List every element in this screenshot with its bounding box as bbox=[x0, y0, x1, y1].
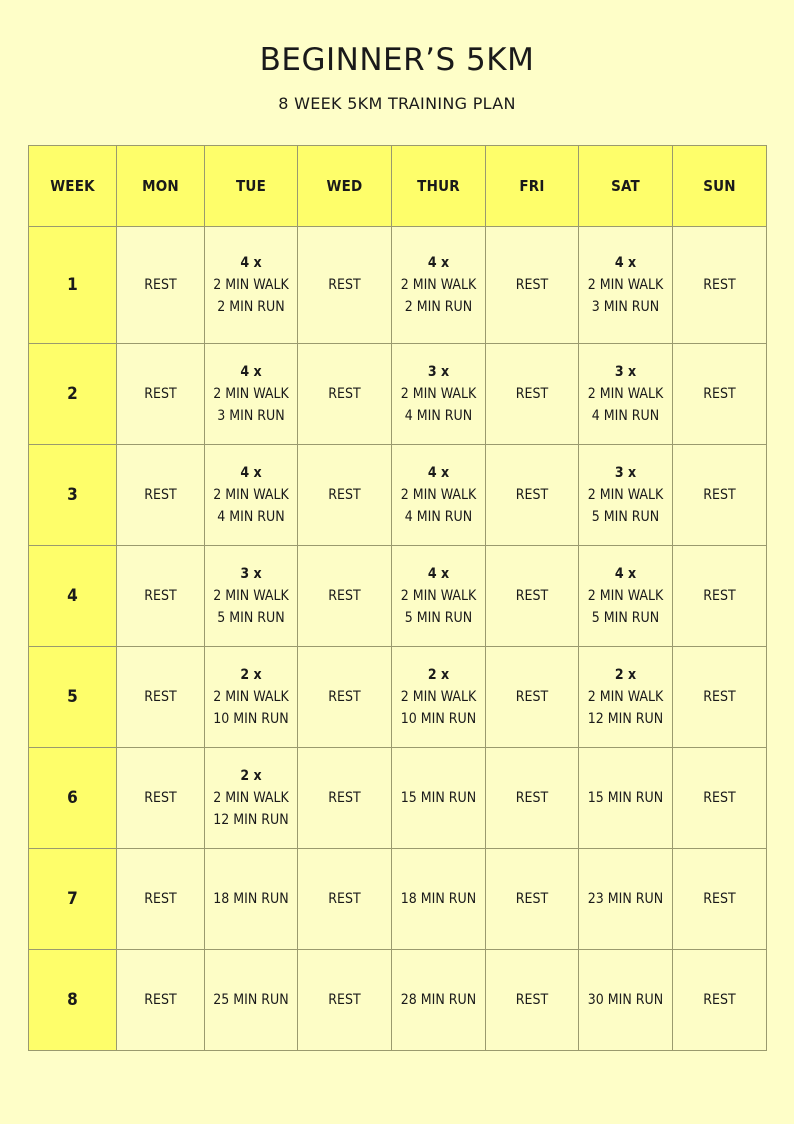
day-cell-thur bbox=[392, 849, 486, 950]
repetitions: 4 x bbox=[427, 465, 450, 481]
column-header-fri: FRI bbox=[486, 146, 579, 227]
day-cell-wed bbox=[298, 227, 392, 344]
workout-line: 2 MIN WALK bbox=[213, 386, 289, 402]
day-cell-mon bbox=[117, 950, 205, 1051]
workout-line: REST bbox=[144, 487, 177, 503]
workout-line: REST bbox=[144, 790, 177, 806]
workout-line: REST bbox=[703, 277, 736, 293]
column-header-sat: SAT bbox=[579, 146, 673, 227]
workout-line: 2 MIN WALK bbox=[587, 277, 664, 293]
workout-line: 2 MIN WALK bbox=[213, 487, 289, 503]
day-cell-mon bbox=[117, 647, 205, 748]
repetitions: 4 x bbox=[240, 255, 262, 271]
workout-line: 12 MIN RUN bbox=[213, 812, 289, 828]
workout-line: 2 MIN WALK bbox=[587, 386, 664, 402]
workout-line: 2 MIN WALK bbox=[587, 588, 664, 604]
day-cell-thur bbox=[392, 445, 486, 546]
workout-line: REST bbox=[328, 790, 361, 806]
day-cell-fri bbox=[486, 227, 579, 344]
day-cell-sun bbox=[673, 546, 767, 647]
day-cell-wed bbox=[298, 849, 392, 950]
day-cell-tue bbox=[205, 849, 298, 950]
workout-line: 2 MIN WALK bbox=[213, 689, 289, 705]
week-number: 6 bbox=[29, 748, 117, 849]
workout-line: 2 MIN RUN bbox=[217, 299, 285, 315]
day-cell-thur bbox=[392, 344, 486, 445]
workout-line: 2 MIN WALK bbox=[400, 689, 477, 705]
header-row bbox=[29, 146, 767, 227]
day-cell-thur bbox=[392, 227, 486, 344]
repetitions: 2 x bbox=[614, 667, 637, 683]
workout-line: 2 MIN RUN bbox=[404, 299, 473, 315]
workout-line: REST bbox=[703, 790, 736, 806]
workout-line: 2 MIN WALK bbox=[400, 386, 477, 402]
workout-line: 3 MIN RUN bbox=[591, 299, 660, 315]
day-cell-sat bbox=[579, 344, 673, 445]
workout-line: REST bbox=[144, 386, 177, 402]
day-cell-wed bbox=[298, 748, 392, 849]
column-header-tue: TUE bbox=[205, 146, 298, 227]
day-cell-fri bbox=[486, 546, 579, 647]
workout-line: REST bbox=[515, 790, 549, 806]
day-cell-tue bbox=[205, 227, 298, 344]
day-cell-fri bbox=[486, 849, 579, 950]
workout-line: REST bbox=[328, 588, 361, 604]
column-header-thur: THUR bbox=[392, 146, 486, 227]
workout-line: REST bbox=[328, 891, 361, 907]
workout-line: REST bbox=[328, 689, 361, 705]
day-cell-fri bbox=[486, 748, 579, 849]
workout-line: 15 MIN RUN bbox=[400, 790, 477, 806]
day-cell-mon bbox=[117, 546, 205, 647]
workout-line: REST bbox=[328, 992, 361, 1008]
workout-line: 28 MIN RUN bbox=[400, 992, 477, 1008]
workout-line: REST bbox=[703, 487, 736, 503]
workout-line: 4 MIN RUN bbox=[404, 408, 473, 424]
day-cell-fri bbox=[486, 647, 579, 748]
repetitions: 4 x bbox=[240, 465, 262, 481]
day-cell-sun bbox=[673, 647, 767, 748]
table-row bbox=[29, 546, 767, 647]
table-row bbox=[29, 849, 767, 950]
workout-line: 4 MIN RUN bbox=[591, 408, 660, 424]
day-cell-sat bbox=[579, 546, 673, 647]
workout-line: 10 MIN RUN bbox=[213, 711, 289, 727]
day-cell-mon bbox=[117, 344, 205, 445]
workout-line: REST bbox=[515, 588, 549, 604]
workout-line: REST bbox=[144, 689, 177, 705]
week-number: 4 bbox=[29, 546, 117, 647]
workout-line: 10 MIN RUN bbox=[400, 711, 477, 727]
workout-line: 2 MIN WALK bbox=[213, 277, 289, 293]
repetitions: 2 x bbox=[240, 768, 262, 784]
day-cell-wed bbox=[298, 344, 392, 445]
repetitions: 2 x bbox=[427, 667, 450, 683]
day-cell-tue bbox=[205, 748, 298, 849]
repetitions: 4 x bbox=[240, 364, 262, 380]
repetitions: 3 x bbox=[614, 465, 637, 481]
workout-line: 23 MIN RUN bbox=[587, 891, 664, 907]
repetitions: 4 x bbox=[614, 566, 637, 582]
day-cell-tue bbox=[205, 647, 298, 748]
day-cell-sat bbox=[579, 647, 673, 748]
day-cell-sun bbox=[673, 950, 767, 1051]
table-row bbox=[29, 227, 767, 344]
workout-line: REST bbox=[328, 487, 361, 503]
workout-line: 4 MIN RUN bbox=[217, 509, 285, 525]
workout-line: 2 MIN WALK bbox=[587, 689, 664, 705]
day-cell-sat bbox=[579, 445, 673, 546]
workout-line: REST bbox=[515, 992, 549, 1008]
workout-line: 2 MIN WALK bbox=[213, 790, 289, 806]
table-row bbox=[29, 344, 767, 445]
workout-line: REST bbox=[515, 891, 549, 907]
workout-line: 2 MIN WALK bbox=[400, 277, 477, 293]
day-cell-tue bbox=[205, 546, 298, 647]
table-row bbox=[29, 647, 767, 748]
workout-line: REST bbox=[703, 689, 736, 705]
workout-line: REST bbox=[515, 386, 549, 402]
day-cell-wed bbox=[298, 950, 392, 1051]
workout-line: 25 MIN RUN bbox=[213, 992, 289, 1008]
week-number: 5 bbox=[29, 647, 117, 748]
column-header-sun: SUN bbox=[673, 146, 767, 227]
table-row bbox=[29, 445, 767, 546]
page-subtitle: 8 WEEK 5KM TRAINING PLAN bbox=[278, 94, 516, 113]
workout-line: REST bbox=[703, 386, 736, 402]
workout-line: REST bbox=[515, 689, 549, 705]
day-cell-wed bbox=[298, 647, 392, 748]
workout-line: 5 MIN RUN bbox=[591, 610, 660, 626]
repetitions: 4 x bbox=[427, 566, 450, 582]
day-cell-sun bbox=[673, 445, 767, 546]
workout-line: 5 MIN RUN bbox=[217, 610, 285, 626]
week-number: 1 bbox=[29, 227, 117, 344]
table-header bbox=[29, 146, 767, 227]
workout-line: 12 MIN RUN bbox=[587, 711, 664, 727]
repetitions: 3 x bbox=[614, 364, 637, 380]
column-header-week: WEEK bbox=[29, 146, 117, 227]
day-cell-sun bbox=[673, 849, 767, 950]
repetitions: 3 x bbox=[427, 364, 450, 380]
day-cell-fri bbox=[486, 445, 579, 546]
workout-line: REST bbox=[144, 277, 177, 293]
workout-line: REST bbox=[144, 891, 177, 907]
day-cell-wed bbox=[298, 445, 392, 546]
day-cell-mon bbox=[117, 748, 205, 849]
workout-line: REST bbox=[328, 277, 361, 293]
workout-line: REST bbox=[703, 588, 736, 604]
day-cell-fri bbox=[486, 950, 579, 1051]
table-row bbox=[29, 950, 767, 1051]
day-cell-tue bbox=[205, 950, 298, 1051]
workout-line: 30 MIN RUN bbox=[587, 992, 664, 1008]
day-cell-sun bbox=[673, 748, 767, 849]
day-cell-sat bbox=[579, 849, 673, 950]
workout-line: REST bbox=[144, 992, 177, 1008]
column-header-wed: WED bbox=[298, 146, 392, 227]
day-cell-sat bbox=[579, 748, 673, 849]
workout-line: REST bbox=[328, 386, 361, 402]
training-plan-table bbox=[28, 145, 767, 1051]
week-number: 2 bbox=[29, 344, 117, 445]
week-number: 7 bbox=[29, 849, 117, 950]
workout-line: 2 MIN WALK bbox=[400, 487, 477, 503]
workout-line: 5 MIN RUN bbox=[404, 610, 473, 626]
day-cell-tue bbox=[205, 445, 298, 546]
table-row bbox=[29, 748, 767, 849]
day-cell-mon bbox=[117, 445, 205, 546]
day-cell-thur bbox=[392, 950, 486, 1051]
day-cell-sat bbox=[579, 227, 673, 344]
workout-line: REST bbox=[144, 588, 177, 604]
repetitions: 4 x bbox=[427, 255, 450, 271]
day-cell-mon bbox=[117, 227, 205, 344]
workout-line: 2 MIN WALK bbox=[213, 588, 289, 604]
workout-line: 15 MIN RUN bbox=[587, 790, 664, 806]
day-cell-mon bbox=[117, 849, 205, 950]
workout-line: 2 MIN WALK bbox=[400, 588, 477, 604]
day-cell-sun bbox=[673, 344, 767, 445]
day-cell-tue bbox=[205, 344, 298, 445]
day-cell-sat bbox=[579, 950, 673, 1051]
workout-line: REST bbox=[703, 992, 736, 1008]
week-number: 3 bbox=[29, 445, 117, 546]
column-header-mon: MON bbox=[117, 146, 205, 227]
day-cell-thur bbox=[392, 546, 486, 647]
repetitions: 3 x bbox=[240, 566, 262, 582]
day-cell-wed bbox=[298, 546, 392, 647]
page-title: BEGINNER’S 5KM bbox=[259, 42, 535, 78]
table-body bbox=[29, 227, 767, 1051]
workout-line: 2 MIN WALK bbox=[587, 487, 664, 503]
workout-line: 18 MIN RUN bbox=[213, 891, 289, 907]
workout-line: 4 MIN RUN bbox=[404, 509, 473, 525]
workout-line: 5 MIN RUN bbox=[591, 509, 660, 525]
day-cell-thur bbox=[392, 748, 486, 849]
workout-line: 3 MIN RUN bbox=[217, 408, 285, 424]
day-cell-thur bbox=[392, 647, 486, 748]
workout-line: REST bbox=[515, 487, 549, 503]
day-cell-sun bbox=[673, 227, 767, 344]
repetitions: 4 x bbox=[614, 255, 637, 271]
workout-line: 18 MIN RUN bbox=[400, 891, 477, 907]
day-cell-fri bbox=[486, 344, 579, 445]
workout-line: REST bbox=[515, 277, 549, 293]
workout-line: REST bbox=[703, 891, 736, 907]
week-number: 8 bbox=[29, 950, 117, 1051]
repetitions: 2 x bbox=[240, 667, 262, 683]
